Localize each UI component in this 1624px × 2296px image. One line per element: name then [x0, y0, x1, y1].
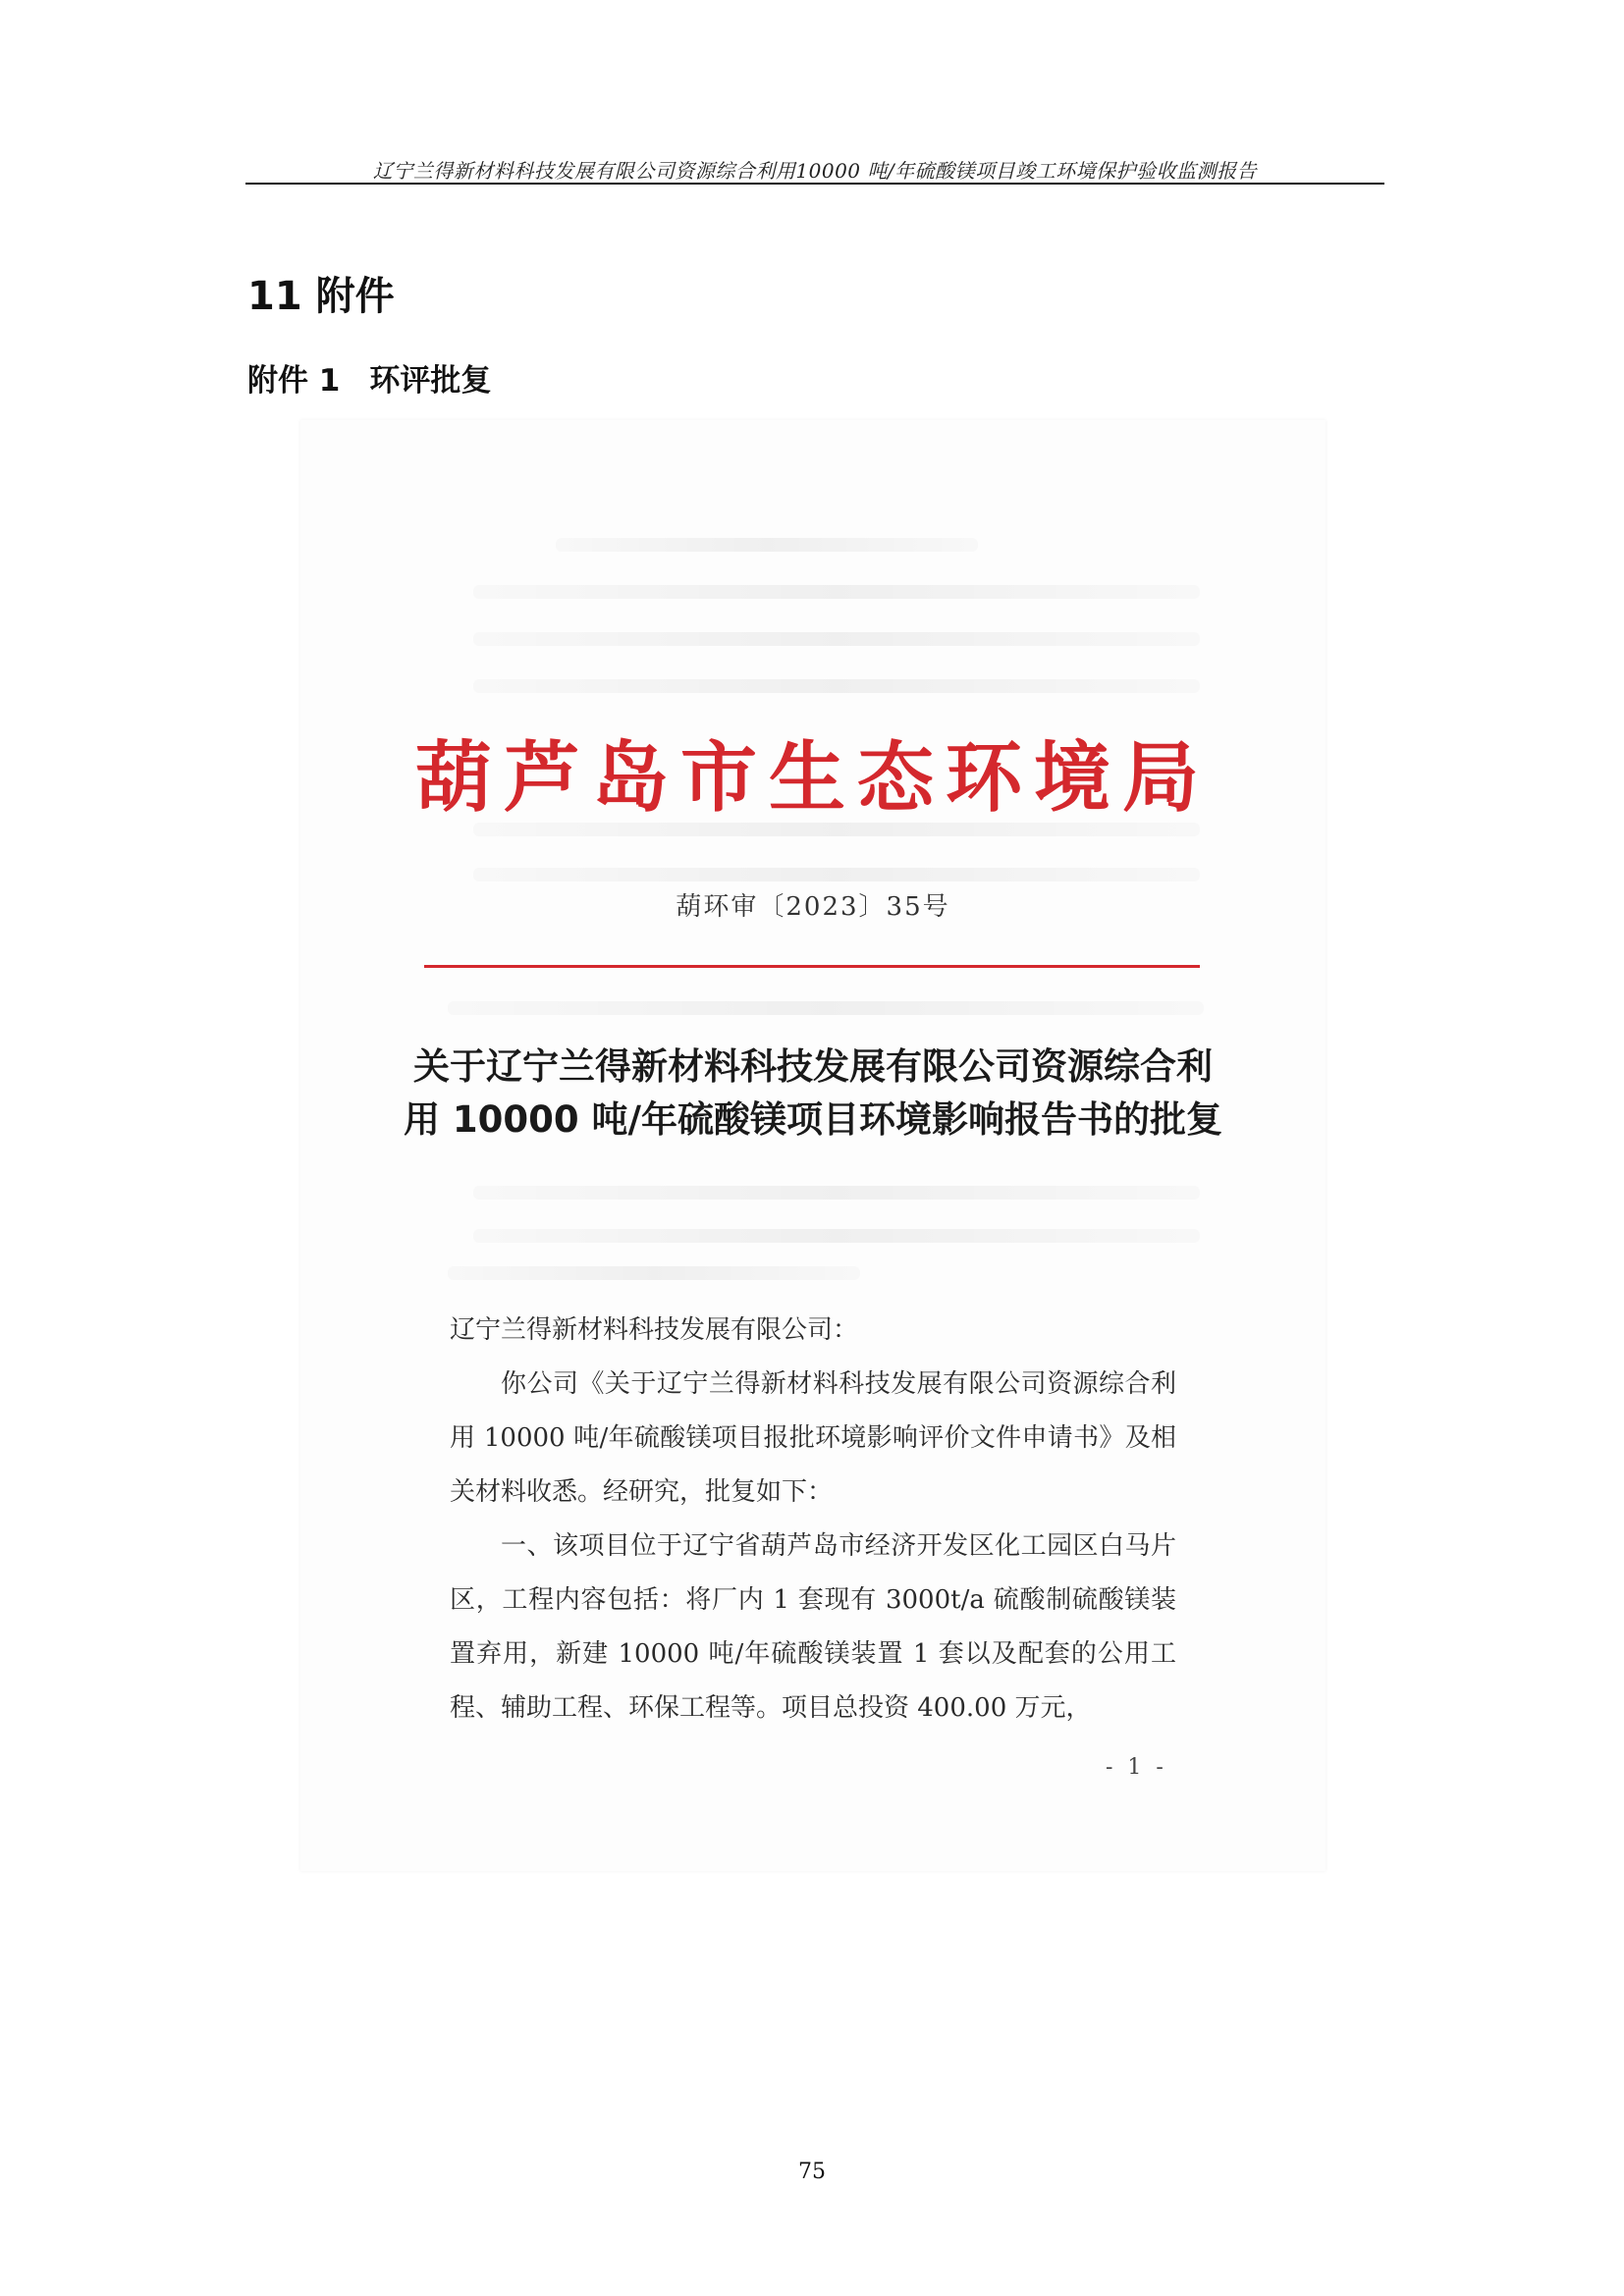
section-heading: 11 附件 [247, 274, 395, 319]
document-body [450, 1304, 1176, 1735]
document-number: 葫环审〔2023〕35号 [676, 892, 950, 922]
agency-name: 葫芦岛市生态环境局 [414, 733, 1211, 823]
attachment-label: 附件 1 [247, 363, 341, 399]
scanned-document-image [300, 420, 1326, 1871]
scan-page-mark: - 1 - [1106, 1755, 1167, 1780]
body-paragraph: 一、该项目位于辽宁省葫芦岛市经济开发区化工园区白马片区，工程内容包括：将厂内 1 套现有 3000t/a 硫酸制硫酸镁装置弃用，新建 10000 吨/年硫酸镁装置 1 套以及配套的公用工程、辅助工程、环保工程等。项目总投资 400.00 万元， [450, 1531, 1176, 1723]
attachment-heading [247, 355, 491, 400]
attachment-title: 环评批复 [369, 363, 492, 399]
header-rule [245, 183, 1384, 185]
page-number: 75 [798, 2160, 826, 2184]
addressee: 辽宁兰得新材料科技发展有限公司： [450, 1315, 859, 1345]
document-title: 关于辽宁兰得新材料科技发展有限公司资源综合利用 10000 吨/年硫酸镁项目环境影响报告书的批复 [404, 1045, 1222, 1141]
running-header: 辽宁兰得新材料科技发展有限公司资源综合利用10000 吨/年硫酸镁项目竣工环境保护验收监测报告 [372, 159, 1258, 183]
red-divider [424, 965, 1200, 968]
body-paragraph: 你公司《关于辽宁兰得新材料科技发展有限公司资源综合利用 10000 吨/年硫酸镁项目报批环境影响评价文件申请书》及相关材料收悉。经研究，批复如下： [450, 1369, 1176, 1507]
